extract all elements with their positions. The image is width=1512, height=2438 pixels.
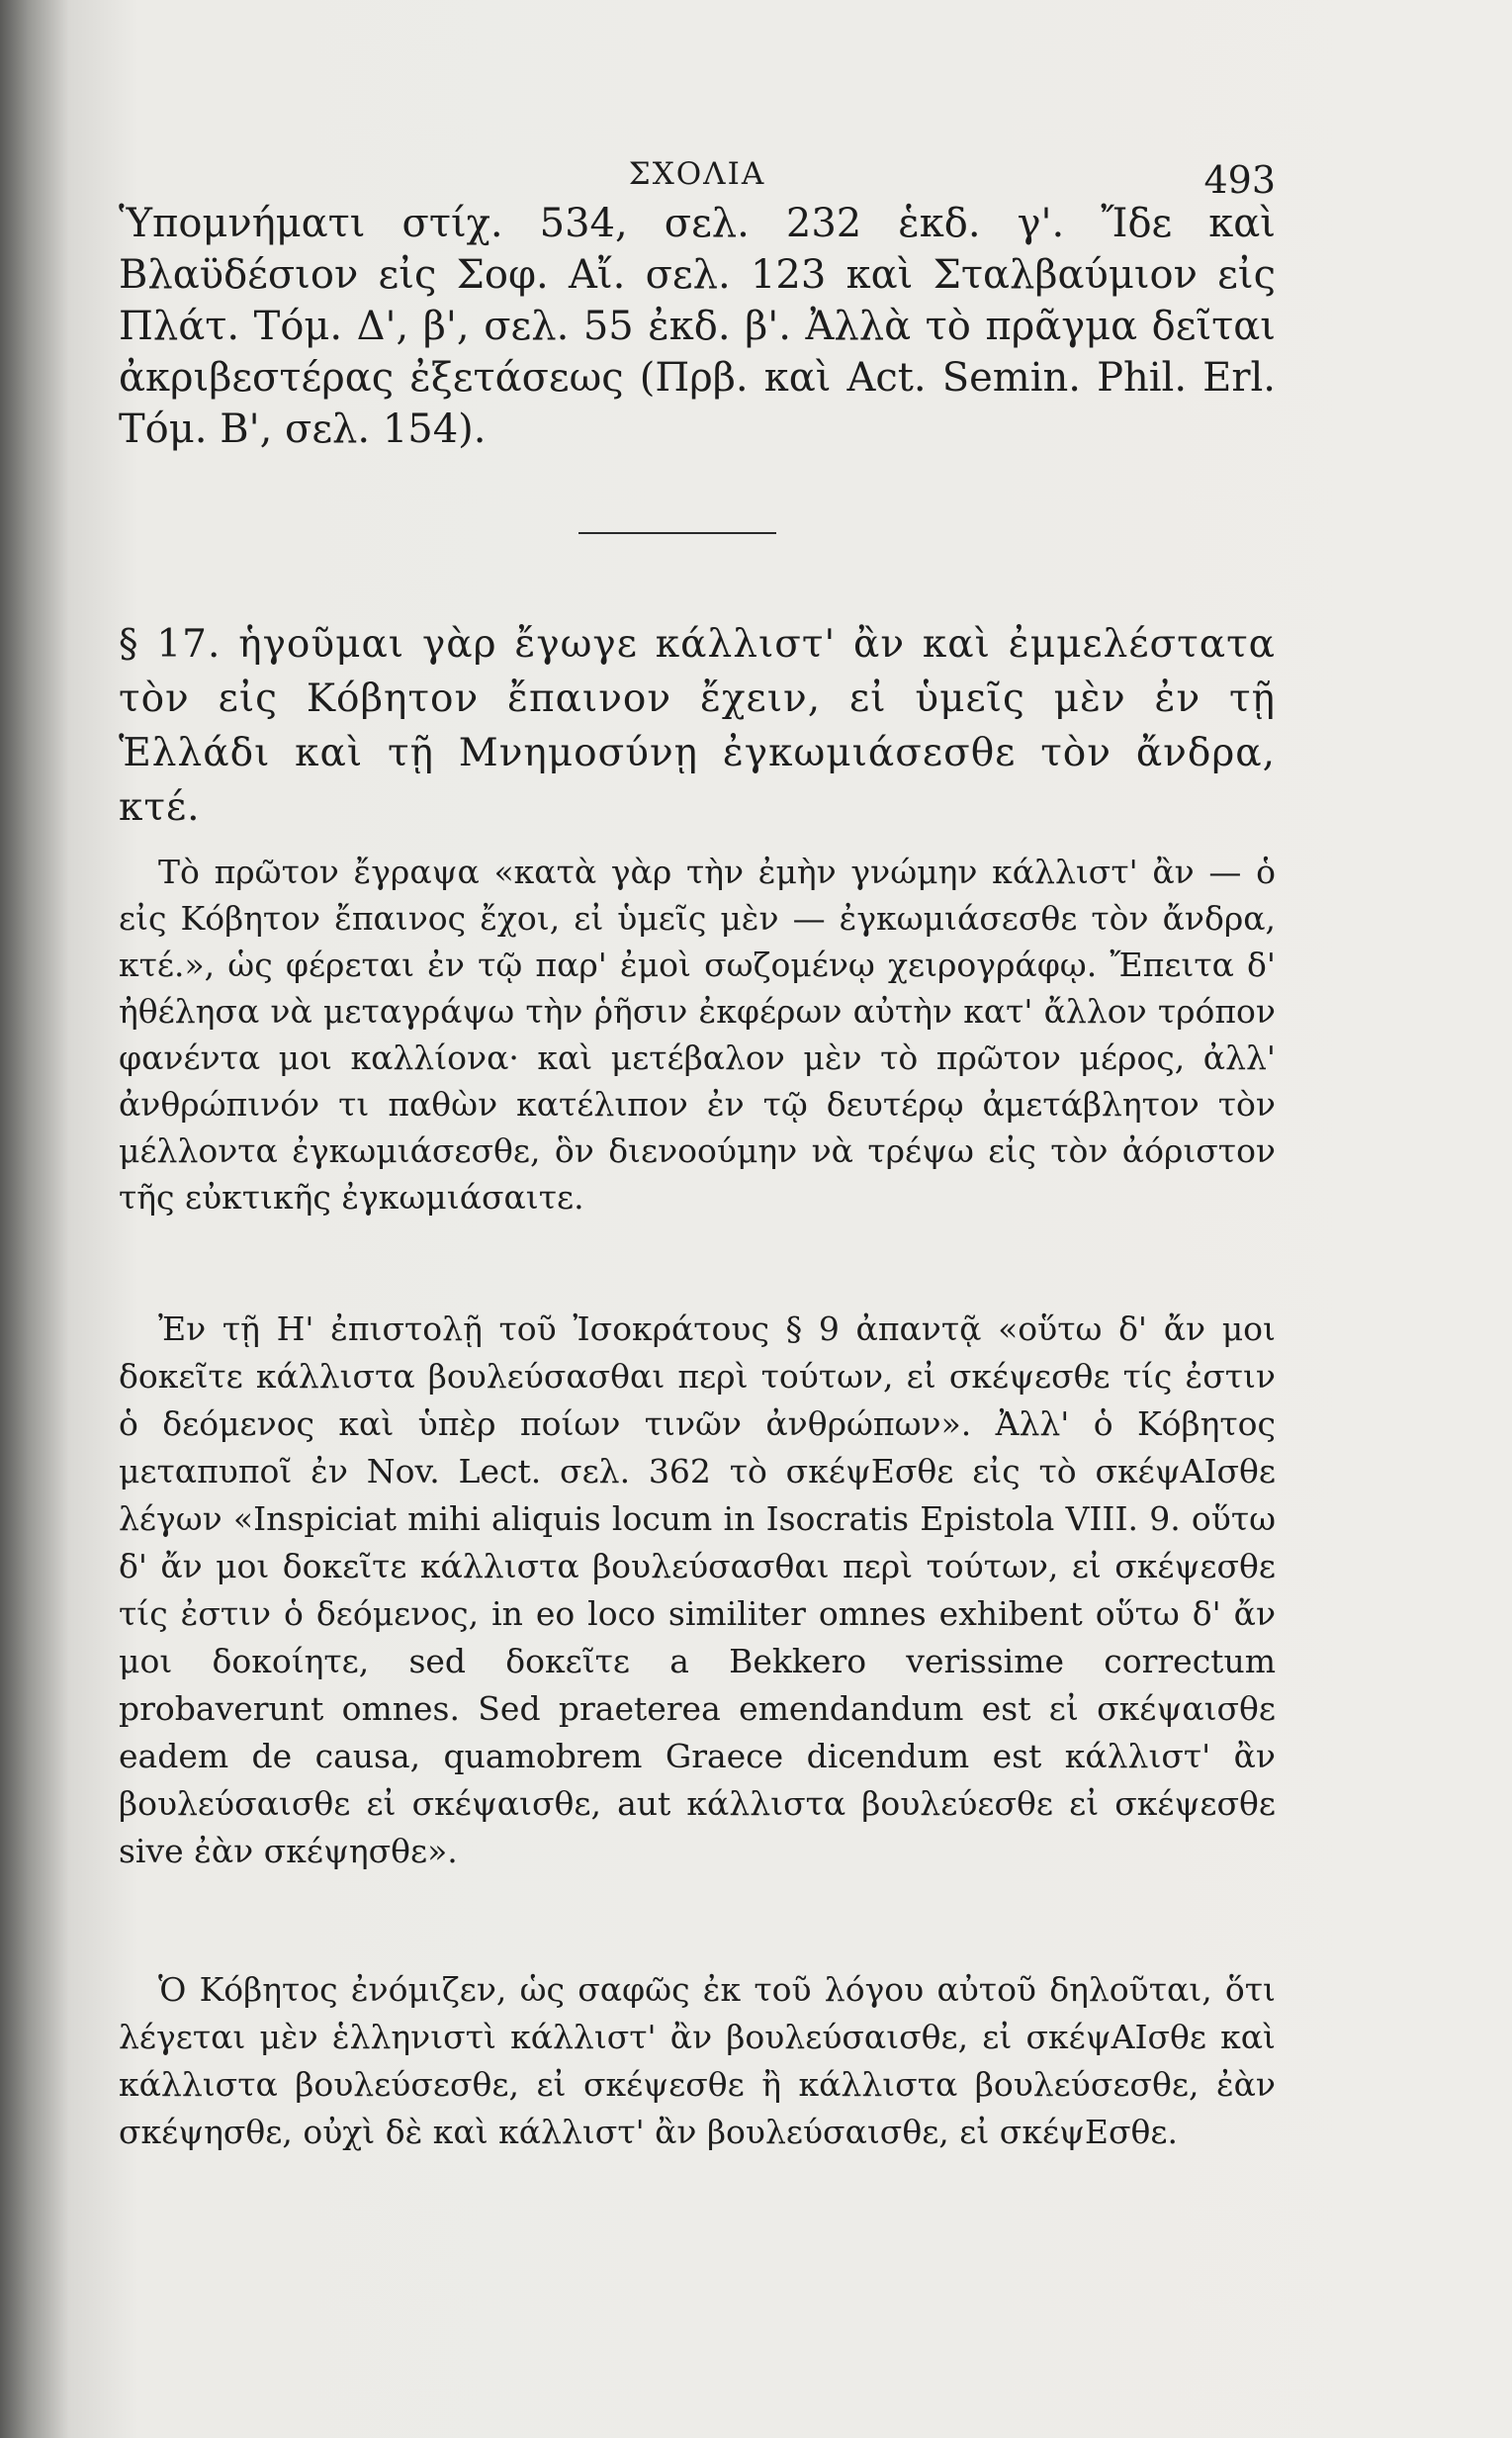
section-divider [578,532,776,534]
footnote-continuation: Ὑπομνήματι στίχ. 534, σελ. 232 ἑκδ. γ'. Ἴδε καὶ Βλαϋδέσιον εἰς Σοφ. Αἴ. σελ. 123 καὶ Σταλβαύμιον εἰς Πλάτ. Τόμ. Δ', β', σελ. 55 ἐκδ. β'. Ἀλλὰ τὸ πρᾶγμα δεῖται ἀκριβεστέρας ἐξετάσεως (Πρβ. καὶ Act. Semin. Phil. Erl. Τόμ. Β', σελ. 154). [119,201,1276,452]
commentary-paragraph-1: Τὸ πρῶτον ἔγραψα «κατὰ γὰρ τὴν ἐμὴν γνώμην κάλλιστ' ἂν — ὁ εἰς Κόβητον ἔπαινος ἔχοι, εἰ ὑμεῖς μὲν — ἐγκωμιάσεσθε τὸν ἄνδρα, κτέ.», ὡς φέρεται ἐν τῷ παρ' ἐμοὶ σωζομένῳ χειρογράφῳ. Ἔπειτα δ' ἠθέλησα νὰ μεταγράψω τὴν ῥῆσιν ἐκφέρων αὐτὴν κατ' ἄλλον τρόπον φανέντα μοι καλλίονα· καὶ μετέβαλον μὲν τὸ πρῶτον μέρος, ἀλλ' ἀνθρώπινόν τι παθὼν κατέλιπον ἐν τῷ δευτέρῳ ἀμετάβλητον τὸν μέλλοντα ἐγκωμιάσεσθε, ὃν διενοούμην νὰ τρέψω εἰς τὸν ἀόριστον τῆς εὐκτικῆς ἐγκωμιάσαιτε. [119,853,1276,1217]
lemma-quotation: § 17. ἡγοῦμαι γὰρ ἔγωγε κάλλιστ' ἂν καὶ ἐμμελέστατα τὸν εἰς Κόβητον ἔπαινον ἔχειν, εἰ ὑμεῖς μὲν ἐν τῇ Ἑλλάδι καὶ τῇ Μνημοσύνῃ ἐγκωμιάσεσθε τὸν ἄνδρα, κτέ. [119,622,1276,830]
page-number: 493 [1203,158,1276,202]
commentary-paragraph-3: Ὁ Κόβητος ἐνόμιζεν, ὡς σαφῶς ἐκ τοῦ λόγου αὐτοῦ δηλοῦται, ὅτι λέγεται μὲν ἑλληνιστὶ κάλλιστ' ἂν βουλεύσαισθε, εἰ σκέψΑΙσθε καὶ κάλλιστα βουλεύσεσθε, εἰ σκέψεσθε ἢ κάλλιστα βουλεύσεσθε, ἐὰν σκέψησθε, οὐχὶ δὲ καὶ κάλλιστ' ἂν βουλεύσαισθε, εἰ σκέψΕσθε. [119,1970,1276,2151]
commentary-paragraph-2: Ἐν τῇ Η' ἐπιστολῇ τοῦ Ἰσοκράτους § 9 ἀπαντᾷ «οὕτω δ' ἄν μοι δοκεῖτε κάλλιστα βουλεύσασθαι περὶ τούτων, εἰ σκέψεσθε τίς ἐστιν ὁ δεόμενος καὶ ὑπὲρ ποίων τινῶν ἀνθρώπων». Ἀλλ' ὁ Κόβητος μεταπυποῖ ἐν Nov. Lect. σελ. 362 τὸ σκέψΕσθε εἰς τὸ σκέψΑΙσθε λέγων «Inspiciat mihi aliquis locum in Isocratis Epistola VIII. 9. οὕτω δ' ἄν μοι δοκεῖτε κάλλιστα βουλεύσασθαι περὶ τούτων, εἰ σκέψεσθε τίς ἐστιν ὁ δεόμενος, in eo loco similiter omnes exhibent οὕτω δ' ἄν μοι δοκοίητε, sed δοκεῖτε a Bekkero verissime correctum probaverunt omnes. Sed praeterea emendandum est εἰ σκέψαισθε eadem de causa, quamobrem Graece dicendum est κάλλιστ' ἂν βουλεύσαισθε εἰ σκέψαισθε, aut κάλλιστα βουλεύεσθε εἰ σκέψεσθε sive ἐὰν σκέψησθε». [119,1309,1276,1870]
running-head-title: ΣΧΟΛΙΑ [628,156,766,192]
